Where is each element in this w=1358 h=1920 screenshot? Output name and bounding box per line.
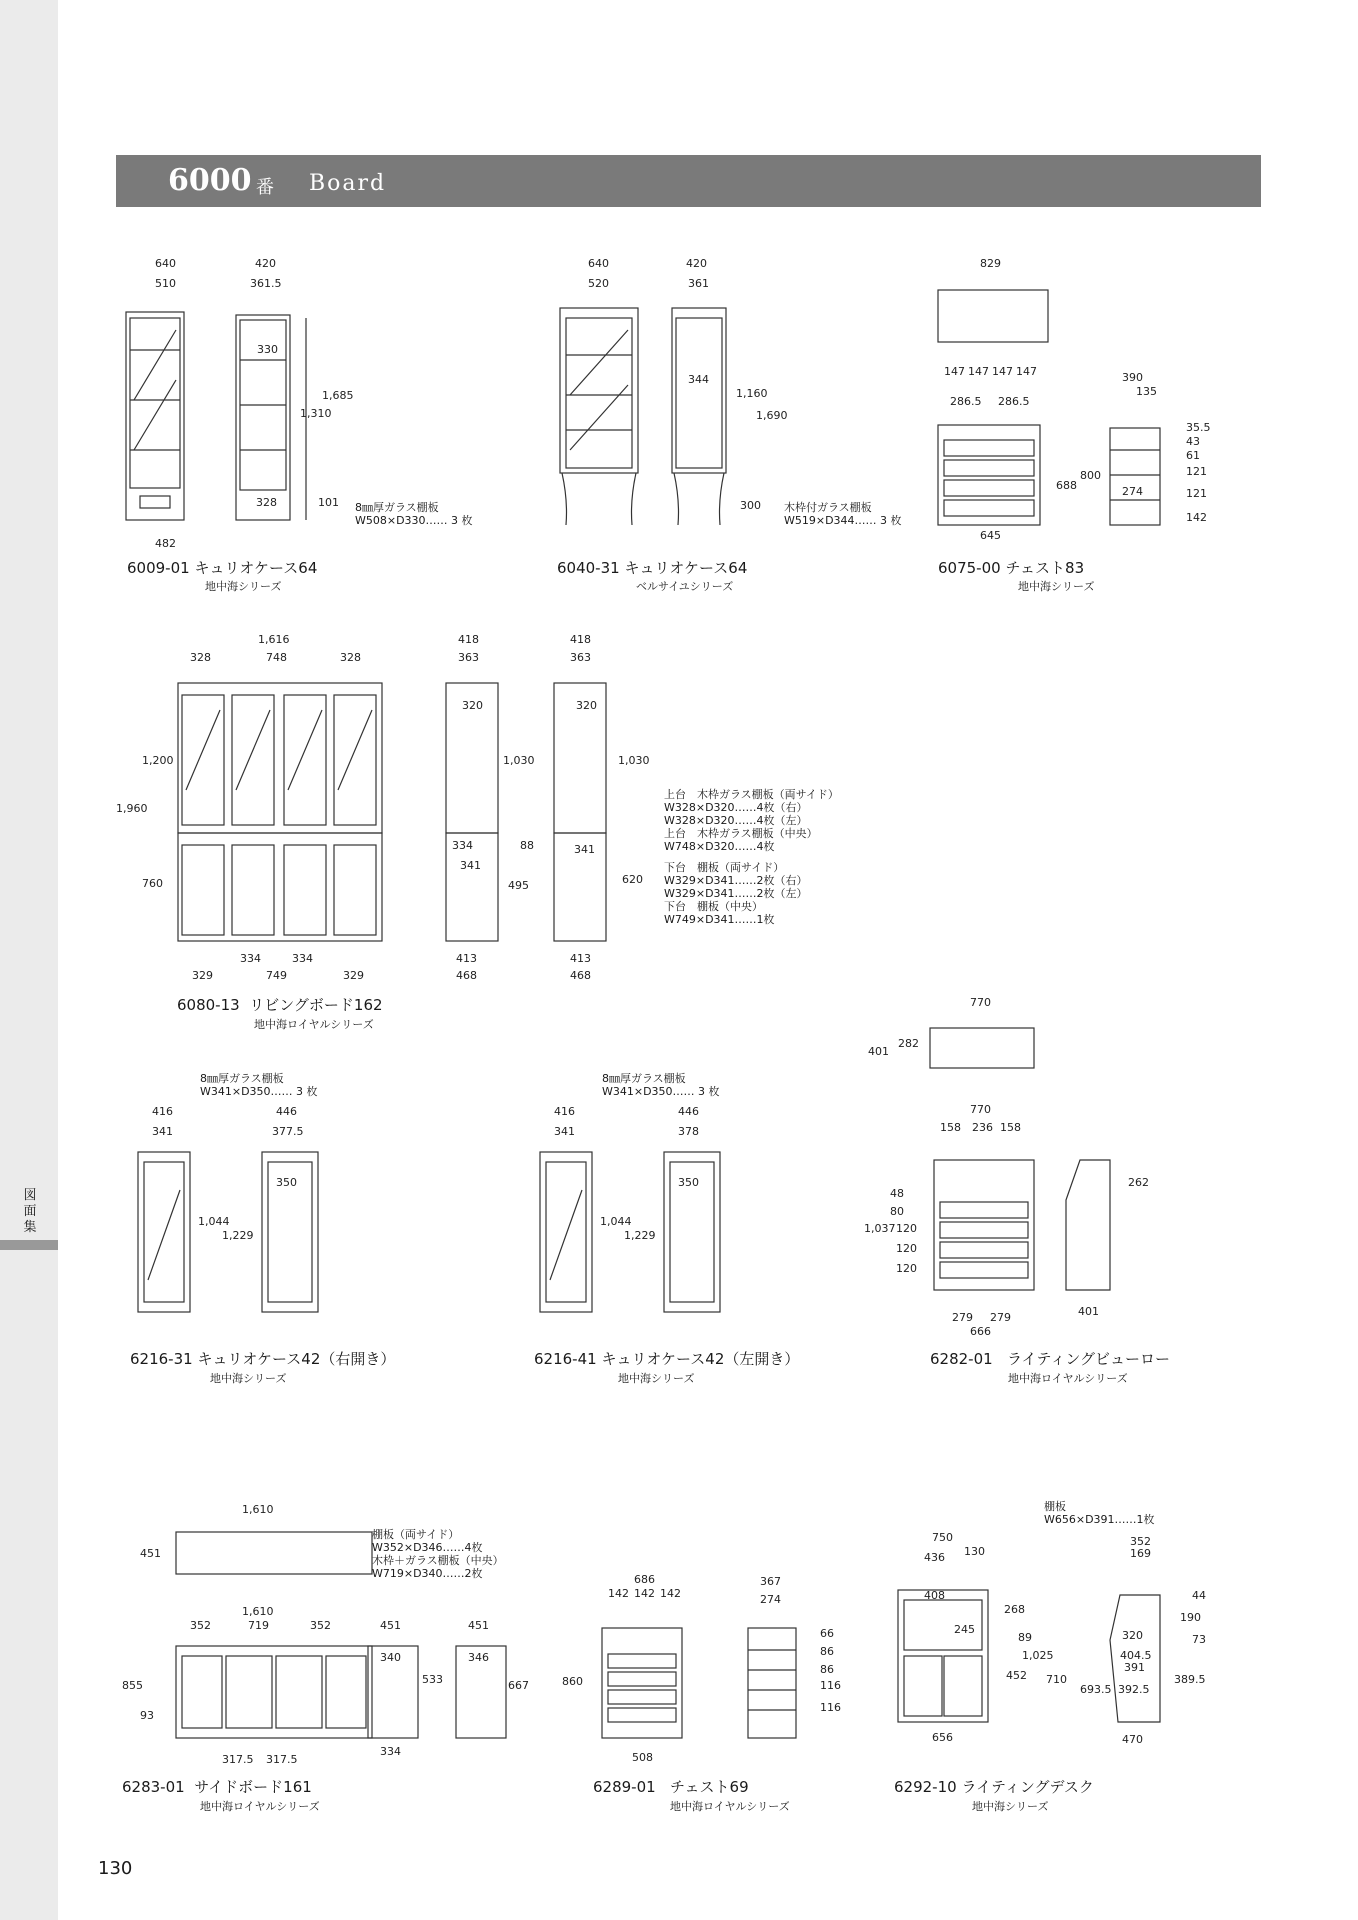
dim-label: 268 xyxy=(1004,1603,1025,1616)
product-series: 地中海シリーズ xyxy=(210,1372,287,1385)
dim-label: 418 xyxy=(458,633,479,646)
product-code-name: 6216-41 キュリオケース42（左開き） xyxy=(534,1350,800,1368)
dim-label: 770 xyxy=(970,996,991,1009)
dim-label: 645 xyxy=(980,529,1001,542)
dim-label: 1,690 xyxy=(756,409,788,422)
dim-label: 43 xyxy=(1186,435,1200,448)
dim-label: 436 xyxy=(924,1551,945,1564)
dim-label: 88 xyxy=(520,839,534,852)
dim-label: 116 xyxy=(820,1701,841,1714)
product-series: 地中海シリーズ xyxy=(1018,580,1095,593)
dim-label: 413 xyxy=(456,952,477,965)
dim-label: 279 xyxy=(990,1311,1011,1324)
dim-label: 286.5 xyxy=(950,395,982,408)
dim-label: 101 xyxy=(318,496,339,509)
dim-label: 420 xyxy=(255,257,276,270)
product-series: ベルサイユシリーズ xyxy=(636,580,734,593)
dim-label: 1,200 xyxy=(142,754,174,767)
dim-label: 86 xyxy=(820,1663,834,1676)
dim-label: 1,960 xyxy=(116,802,148,815)
dim-label: 389.5 xyxy=(1174,1673,1206,1686)
drawing-6040-31 xyxy=(560,308,726,525)
dim-label: 418 xyxy=(570,633,591,646)
drawing-6080-13 xyxy=(178,683,606,941)
dim-label: 44 xyxy=(1192,1589,1206,1602)
dim-label: 404.5 xyxy=(1120,1649,1152,1662)
dim-label: 401 xyxy=(868,1045,889,1058)
dim-label: 468 xyxy=(456,969,477,982)
product-code-name: 6289-01 チェスト69 xyxy=(593,1778,749,1796)
dim-label: 420 xyxy=(686,257,707,270)
dim-label: 693.5 xyxy=(1080,1683,1112,1696)
dim-label: 749 xyxy=(266,969,287,982)
product-code-name: 6040-31 キュリオケース64 xyxy=(557,559,748,577)
dim-label: 120 xyxy=(896,1222,917,1235)
dim-label: 73 xyxy=(1192,1633,1206,1646)
dim-label: 451 xyxy=(140,1547,161,1560)
dim-label: 361 xyxy=(688,277,709,290)
dim-label: 317.5 xyxy=(222,1753,254,1766)
dim-label: 346 xyxy=(468,1651,489,1664)
dim-label: 130 xyxy=(964,1545,985,1558)
dim-label: 413 xyxy=(570,952,591,965)
page-number: 130 xyxy=(98,1858,133,1879)
dim-label: 390 xyxy=(1122,371,1143,384)
dim-label: 169 xyxy=(1130,1547,1151,1560)
product-series: 地中海ロイヤルシリーズ xyxy=(1008,1372,1128,1385)
dim-label: 282 xyxy=(898,1037,919,1050)
dim-label: 341 xyxy=(152,1125,173,1138)
drawing-6009-01 xyxy=(126,312,306,520)
dim-label: 190 xyxy=(1180,1611,1201,1624)
dim-label: 48 xyxy=(890,1187,904,1200)
dim-label: 688 xyxy=(1056,479,1077,492)
dim-label: 93 xyxy=(140,1709,154,1722)
dim-label: 286.5 xyxy=(998,395,1030,408)
dim-label: 352 xyxy=(190,1619,211,1632)
dim-label: 667 xyxy=(508,1679,529,1692)
dim-label: 341 xyxy=(554,1125,575,1138)
product-note: 木枠付ガラス棚板 W519×D344…… 3 枚 xyxy=(784,501,902,527)
dim-label: 142 xyxy=(608,1587,629,1600)
dim-label: 416 xyxy=(152,1105,173,1118)
dim-label: 66 xyxy=(820,1627,834,1640)
dim-label: 1,030 xyxy=(618,754,650,767)
dim-label: 328 xyxy=(190,651,211,664)
dim-label: 341 xyxy=(574,843,595,856)
dim-label: 328 xyxy=(256,496,277,509)
dim-label: 262 xyxy=(1128,1176,1149,1189)
series-number: 6000 xyxy=(168,163,252,198)
dim-label: 135 xyxy=(1136,385,1157,398)
dim-label: 1,044 xyxy=(198,1215,230,1228)
section-title: Board xyxy=(309,171,387,196)
dim-label: 317.5 xyxy=(266,1753,298,1766)
dim-label: 1,025 xyxy=(1022,1649,1054,1662)
dim-label: 482 xyxy=(155,537,176,550)
dim-label: 334 xyxy=(240,952,261,965)
dim-label: 334 xyxy=(380,1745,401,1758)
dim-label: 367 xyxy=(760,1575,781,1588)
dim-label: 470 xyxy=(1122,1733,1143,1746)
dim-label: 35.5 xyxy=(1186,421,1211,434)
dim-label: 392.5 xyxy=(1118,1683,1150,1696)
dim-label: 520 xyxy=(588,277,609,290)
dim-label: 391 xyxy=(1124,1661,1145,1674)
dim-label: 89 xyxy=(1018,1631,1032,1644)
dim-label: 1,160 xyxy=(736,387,768,400)
product-note: 8㎜厚ガラス棚板 W341×D350…… 3 枚 xyxy=(200,1072,318,1098)
sidebar-label: 図面集 xyxy=(23,1188,37,1235)
dim-label: 300 xyxy=(740,499,761,512)
product-code-name: 6080-13 リビングボード162 xyxy=(177,996,383,1014)
dim-label: 142 xyxy=(1186,511,1207,524)
dim-label: 350 xyxy=(678,1176,699,1189)
dim-label: 377.5 xyxy=(272,1125,304,1138)
dim-label: 279 xyxy=(952,1311,973,1324)
dim-label: 361.5 xyxy=(250,277,282,290)
drawing-6282-01 xyxy=(930,1028,1110,1290)
dim-label: 855 xyxy=(122,1679,143,1692)
dim-label: 320 xyxy=(462,699,483,712)
dim-label: 334 xyxy=(452,839,473,852)
dim-label: 495 xyxy=(508,879,529,892)
product-series: 地中海ロイヤルシリーズ xyxy=(254,1018,374,1031)
product-series: 地中海シリーズ xyxy=(618,1372,695,1385)
dim-label: 334 xyxy=(292,952,313,965)
dim-label: 710 xyxy=(1046,1673,1067,1686)
dim-label: 328 xyxy=(340,651,361,664)
dim-label: 533 xyxy=(422,1673,443,1686)
dim-label: 416 xyxy=(554,1105,575,1118)
dim-label: 640 xyxy=(155,257,176,270)
dim-label: 452 xyxy=(1006,1669,1027,1682)
dim-label: 147 xyxy=(944,365,965,378)
dim-label: 274 xyxy=(760,1593,781,1606)
dim-label: 147 xyxy=(992,365,1013,378)
dim-label: 158 xyxy=(940,1121,961,1134)
product-code-name: 6009-01 キュリオケース64 xyxy=(127,559,318,577)
dim-label: 1,610 xyxy=(242,1503,274,1516)
dim-label: 446 xyxy=(678,1105,699,1118)
dim-label: 451 xyxy=(380,1619,401,1632)
dim-label: 451 xyxy=(468,1619,489,1632)
dim-label: 158 xyxy=(1000,1121,1021,1134)
dim-label: 468 xyxy=(570,969,591,982)
product-note: 棚板（両サイド） W352×D346……4枚 木枠＋ガラス棚板（中央） W719×D340……2枚 xyxy=(372,1528,504,1580)
product-series: 地中海ロイヤルシリーズ xyxy=(200,1800,320,1813)
product-code-name: 6075-00 チェスト83 xyxy=(938,559,1085,577)
dim-label: 1,044 xyxy=(600,1215,632,1228)
product-code-name: 6216-31 キュリオケース42（右開き） xyxy=(130,1350,396,1368)
dim-label: 1,616 xyxy=(258,633,290,646)
dim-label: 829 xyxy=(980,257,1001,270)
dim-label: 719 xyxy=(248,1619,269,1632)
dim-label: 120 xyxy=(896,1262,917,1275)
dim-label: 341 xyxy=(460,859,481,872)
product-note: 8㎜厚ガラス棚板 W508×D330…… 3 枚 xyxy=(355,501,473,527)
dim-label: 352 xyxy=(310,1619,331,1632)
dim-label: 686 xyxy=(634,1573,655,1586)
dim-label: 378 xyxy=(678,1125,699,1138)
dim-label: 860 xyxy=(562,1675,583,1688)
dim-label: 508 xyxy=(632,1751,653,1764)
product-code-name: 6292-10 ライティングデスク xyxy=(894,1778,1094,1796)
dim-label: 1,685 xyxy=(322,389,354,402)
dim-label: 1,229 xyxy=(624,1229,656,1242)
dim-label: 236 xyxy=(972,1121,993,1134)
dim-label: 750 xyxy=(932,1531,953,1544)
dim-label: 121 xyxy=(1186,487,1207,500)
dim-label: 147 xyxy=(1016,365,1037,378)
dim-label: 408 xyxy=(924,1589,945,1602)
product-code-name: 6283-01 サイドボード161 xyxy=(122,1778,312,1796)
dim-label: 640 xyxy=(588,257,609,270)
product-note: 上台 木枠ガラス棚板（両サイド） W328×D320……4枚（右） W328×D320……4枚（左） 上台 木枠ガラス棚板（中央） W748×D320……4枚 下台 棚板（両サイド） W329×D341……2枚（右） W329×D341……2枚（左） 下台 棚板（中央） W749×D341……1枚 xyxy=(664,788,839,926)
product-series: 地中海シリーズ xyxy=(972,1800,1049,1813)
dim-label: 142 xyxy=(634,1587,655,1600)
dim-label: 121 xyxy=(1186,465,1207,478)
dim-label: 120 xyxy=(896,1242,917,1255)
product-note: 棚板 W656×D391……1枚 xyxy=(1044,1500,1155,1526)
dim-label: 656 xyxy=(932,1731,953,1744)
dim-label: 401 xyxy=(1078,1305,1099,1318)
dim-label: 770 xyxy=(970,1103,991,1116)
dim-label: 800 xyxy=(1080,469,1101,482)
product-series: 地中海ロイヤルシリーズ xyxy=(670,1800,790,1813)
product-code-name: 6282-01 ライティングビューロー xyxy=(930,1350,1171,1368)
dim-label: 320 xyxy=(576,699,597,712)
product-series: 地中海シリーズ xyxy=(205,580,282,593)
dim-label: 620 xyxy=(622,873,643,886)
dim-label: 116 xyxy=(820,1679,841,1692)
dim-label: 1,610 xyxy=(242,1605,274,1618)
dim-label: 142 xyxy=(660,1587,681,1600)
dim-label: 666 xyxy=(970,1325,991,1338)
dim-label: 330 xyxy=(257,343,278,356)
drawing-6289-01 xyxy=(602,1628,796,1738)
dim-label: 274 xyxy=(1122,485,1143,498)
dim-label: 350 xyxy=(276,1176,297,1189)
dim-label: 344 xyxy=(688,373,709,386)
dim-label: 748 xyxy=(266,651,287,664)
dim-label: 363 xyxy=(570,651,591,664)
dim-label: 510 xyxy=(155,277,176,290)
dim-label: 320 xyxy=(1122,1629,1143,1642)
dim-label: 86 xyxy=(820,1645,834,1658)
dim-label: 1,037 xyxy=(864,1222,896,1235)
product-note: 8㎜厚ガラス棚板 W341×D350…… 3 枚 xyxy=(602,1072,720,1098)
dim-label: 352 xyxy=(1130,1535,1151,1548)
series-ban: 番 xyxy=(256,177,274,198)
dim-label: 61 xyxy=(1186,449,1200,462)
dim-label: 760 xyxy=(142,877,163,890)
dim-label: 245 xyxy=(954,1623,975,1636)
dim-label: 329 xyxy=(343,969,364,982)
dim-label: 340 xyxy=(380,1651,401,1664)
dim-label: 446 xyxy=(276,1105,297,1118)
dim-label: 329 xyxy=(192,969,213,982)
dim-label: 363 xyxy=(458,651,479,664)
dim-label: 1,030 xyxy=(503,754,535,767)
dim-label: 1,310 xyxy=(300,407,332,420)
dim-label: 147 xyxy=(968,365,989,378)
dim-label: 1,229 xyxy=(222,1229,254,1242)
dim-label: 80 xyxy=(890,1205,904,1218)
